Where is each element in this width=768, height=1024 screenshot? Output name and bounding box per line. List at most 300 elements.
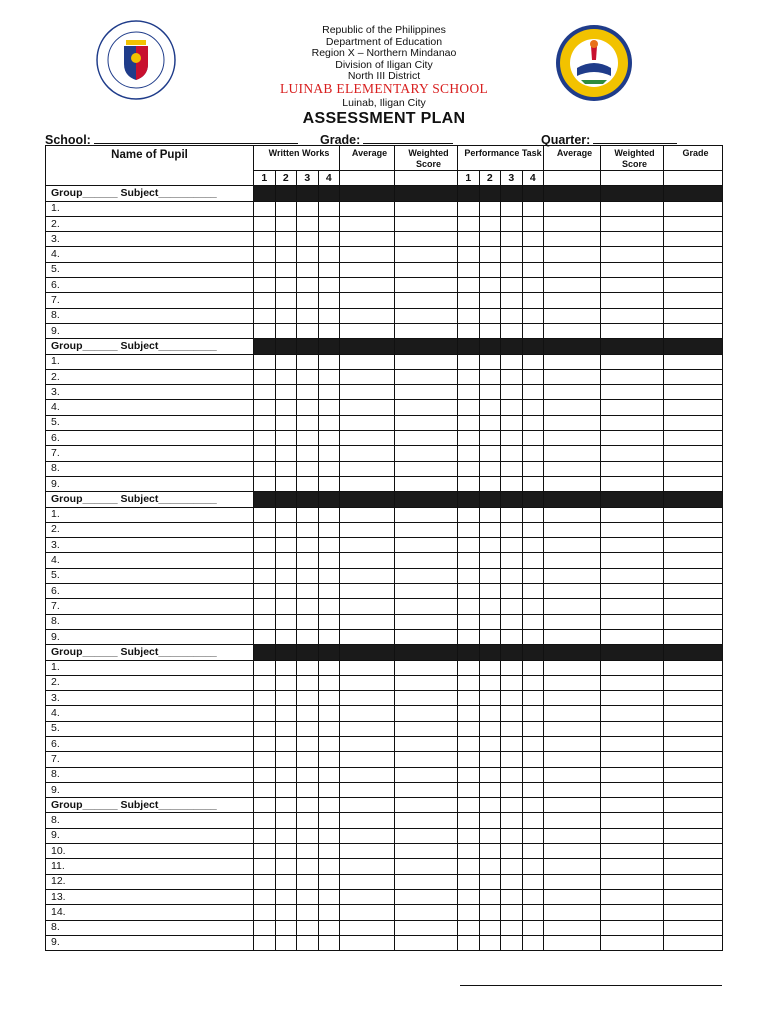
score-cell[interactable] (664, 691, 723, 706)
score-cell[interactable] (479, 782, 501, 797)
score-cell[interactable] (601, 691, 664, 706)
score-cell[interactable] (254, 461, 276, 476)
score-cell[interactable] (395, 461, 458, 476)
score-cell[interactable] (544, 415, 601, 430)
score-cell[interactable] (340, 629, 395, 644)
score-cell[interactable] (254, 247, 276, 262)
score-cell[interactable] (479, 721, 501, 736)
score-cell[interactable] (522, 461, 544, 476)
score-cell[interactable] (318, 905, 340, 920)
score-cell[interactable] (275, 706, 297, 721)
score-cell[interactable] (544, 782, 601, 797)
score-cell[interactable] (297, 461, 319, 476)
score-cell[interactable] (318, 675, 340, 690)
score-cell[interactable] (318, 431, 340, 446)
score-cell[interactable] (318, 354, 340, 369)
pupil-number[interactable]: 9. (46, 935, 254, 950)
pupil-number[interactable]: 4. (46, 553, 254, 568)
score-cell[interactable] (275, 385, 297, 400)
score-cell[interactable] (664, 629, 723, 644)
score-cell[interactable] (544, 691, 601, 706)
score-cell[interactable] (501, 415, 523, 430)
score-cell[interactable] (254, 308, 276, 323)
score-cell[interactable] (544, 660, 601, 675)
score-cell[interactable] (501, 691, 523, 706)
score-cell[interactable] (297, 354, 319, 369)
score-cell[interactable] (522, 354, 544, 369)
score-cell[interactable] (254, 553, 276, 568)
score-cell[interactable] (501, 308, 523, 323)
score-cell[interactable] (395, 400, 458, 415)
score-cell[interactable] (664, 889, 723, 904)
score-cell[interactable] (275, 629, 297, 644)
score-cell[interactable] (479, 614, 501, 629)
score-cell[interactable] (601, 844, 664, 859)
score-cell[interactable] (522, 568, 544, 583)
score-cell[interactable] (544, 308, 601, 323)
score-cell[interactable] (458, 278, 480, 293)
score-cell[interactable] (664, 262, 723, 277)
score-cell[interactable] (254, 262, 276, 277)
score-cell[interactable] (522, 262, 544, 277)
score-cell[interactable] (318, 201, 340, 216)
score-cell[interactable] (501, 813, 523, 828)
score-cell[interactable] (318, 400, 340, 415)
score-cell[interactable] (318, 278, 340, 293)
score-cell[interactable] (544, 584, 601, 599)
pupil-number[interactable]: 6. (46, 584, 254, 599)
score-cell[interactable] (297, 736, 319, 751)
score-cell[interactable] (275, 354, 297, 369)
score-cell[interactable] (395, 232, 458, 247)
score-cell[interactable] (458, 538, 480, 553)
score-cell[interactable] (340, 415, 395, 430)
score-cell[interactable] (395, 247, 458, 262)
score-cell[interactable] (297, 935, 319, 950)
score-cell[interactable] (297, 476, 319, 491)
score-cell[interactable] (458, 293, 480, 308)
score-cell[interactable] (544, 920, 601, 935)
score-cell[interactable] (664, 905, 723, 920)
score-cell[interactable] (664, 706, 723, 721)
score-cell[interactable] (664, 584, 723, 599)
pupil-number[interactable]: 8. (46, 920, 254, 935)
score-cell[interactable] (664, 308, 723, 323)
score-cell[interactable] (275, 308, 297, 323)
score-cell[interactable] (664, 461, 723, 476)
score-cell[interactable] (501, 721, 523, 736)
score-cell[interactable] (275, 752, 297, 767)
score-cell[interactable] (501, 354, 523, 369)
score-cell[interactable] (254, 415, 276, 430)
score-cell[interactable] (340, 522, 395, 537)
score-cell[interactable] (254, 354, 276, 369)
score-cell[interactable] (664, 293, 723, 308)
score-cell[interactable] (458, 247, 480, 262)
score-cell[interactable] (544, 752, 601, 767)
score-cell[interactable] (458, 889, 480, 904)
score-cell[interactable] (297, 889, 319, 904)
pupil-number[interactable]: 3. (46, 538, 254, 553)
pupil-number[interactable]: 7. (46, 293, 254, 308)
score-cell[interactable] (664, 599, 723, 614)
score-cell[interactable] (501, 706, 523, 721)
score-cell[interactable] (340, 905, 395, 920)
score-cell[interactable] (522, 782, 544, 797)
score-cell[interactable] (501, 553, 523, 568)
pupil-number[interactable]: 1. (46, 354, 254, 369)
score-cell[interactable] (544, 721, 601, 736)
score-cell[interactable] (544, 400, 601, 415)
score-cell[interactable] (275, 293, 297, 308)
score-cell[interactable] (601, 216, 664, 231)
score-cell[interactable] (297, 844, 319, 859)
score-cell[interactable] (479, 293, 501, 308)
score-cell[interactable] (664, 431, 723, 446)
score-cell[interactable] (601, 752, 664, 767)
score-cell[interactable] (254, 660, 276, 675)
score-cell[interactable] (601, 767, 664, 782)
score-cell[interactable] (601, 584, 664, 599)
score-cell[interactable] (664, 736, 723, 751)
score-cell[interactable] (275, 232, 297, 247)
score-cell[interactable] (544, 201, 601, 216)
score-cell[interactable] (340, 736, 395, 751)
score-cell[interactable] (275, 828, 297, 843)
score-cell[interactable] (522, 476, 544, 491)
score-cell[interactable] (479, 247, 501, 262)
score-cell[interactable] (395, 889, 458, 904)
score-cell[interactable] (318, 889, 340, 904)
score-cell[interactable] (601, 323, 664, 338)
score-cell[interactable] (395, 691, 458, 706)
pupil-number[interactable]: 6. (46, 278, 254, 293)
score-cell[interactable] (395, 874, 458, 889)
score-cell[interactable] (479, 905, 501, 920)
score-cell[interactable] (275, 415, 297, 430)
score-cell[interactable] (601, 568, 664, 583)
score-cell[interactable] (458, 232, 480, 247)
score-cell[interactable] (479, 278, 501, 293)
score-cell[interactable] (297, 920, 319, 935)
average-cell[interactable] (340, 171, 395, 186)
score-cell[interactable] (254, 476, 276, 491)
signature-line[interactable] (460, 985, 722, 986)
score-cell[interactable] (522, 247, 544, 262)
score-cell[interactable] (254, 216, 276, 231)
score-cell[interactable] (318, 752, 340, 767)
score-cell[interactable] (522, 889, 544, 904)
score-cell[interactable] (340, 323, 395, 338)
score-cell[interactable] (544, 354, 601, 369)
score-cell[interactable] (340, 538, 395, 553)
score-cell[interactable] (318, 874, 340, 889)
score-cell[interactable] (601, 660, 664, 675)
pupil-number[interactable]: 12. (46, 874, 254, 889)
score-cell[interactable] (275, 431, 297, 446)
score-cell[interactable] (254, 889, 276, 904)
score-cell[interactable] (254, 323, 276, 338)
score-cell[interactable] (544, 553, 601, 568)
score-cell[interactable] (601, 721, 664, 736)
score-cell[interactable] (544, 369, 601, 384)
score-cell[interactable] (479, 660, 501, 675)
score-cell[interactable] (544, 706, 601, 721)
score-cell[interactable] (275, 278, 297, 293)
score-cell[interactable] (522, 385, 544, 400)
score-cell[interactable] (318, 385, 340, 400)
score-cell[interactable] (664, 247, 723, 262)
score-cell[interactable] (297, 216, 319, 231)
score-cell[interactable] (601, 507, 664, 522)
score-cell[interactable] (601, 522, 664, 537)
score-cell[interactable] (501, 201, 523, 216)
score-cell[interactable] (501, 262, 523, 277)
score-cell[interactable] (254, 446, 276, 461)
score-cell[interactable] (318, 660, 340, 675)
score-cell[interactable] (501, 385, 523, 400)
score-cell[interactable] (340, 859, 395, 874)
score-cell[interactable] (275, 323, 297, 338)
score-cell[interactable] (479, 415, 501, 430)
score-cell[interactable] (601, 859, 664, 874)
score-cell[interactable] (318, 721, 340, 736)
score-cell[interactable] (340, 568, 395, 583)
score-cell[interactable] (395, 736, 458, 751)
score-cell[interactable] (318, 323, 340, 338)
score-cell[interactable] (297, 813, 319, 828)
score-cell[interactable] (522, 813, 544, 828)
score-cell[interactable] (275, 675, 297, 690)
score-cell[interactable] (318, 553, 340, 568)
score-cell[interactable] (297, 232, 319, 247)
score-cell[interactable] (458, 599, 480, 614)
score-cell[interactable] (501, 568, 523, 583)
score-cell[interactable] (458, 446, 480, 461)
score-cell[interactable] (275, 599, 297, 614)
pupil-number[interactable]: 2. (46, 369, 254, 384)
group-subject-label[interactable]: Group______ Subject__________ (46, 645, 254, 660)
score-cell[interactable] (501, 323, 523, 338)
score-cell[interactable] (254, 675, 276, 690)
score-cell[interactable] (318, 691, 340, 706)
score-cell[interactable] (318, 736, 340, 751)
score-cell[interactable] (395, 782, 458, 797)
pupil-number[interactable]: 14. (46, 905, 254, 920)
score-cell[interactable] (522, 660, 544, 675)
score-cell[interactable] (458, 844, 480, 859)
score-cell[interactable] (664, 507, 723, 522)
score-cell[interactable] (544, 522, 601, 537)
score-cell[interactable] (340, 293, 395, 308)
score-cell[interactable] (479, 629, 501, 644)
score-cell[interactable] (664, 354, 723, 369)
score-cell[interactable] (522, 522, 544, 537)
score-cell[interactable] (664, 844, 723, 859)
score-cell[interactable] (395, 476, 458, 491)
score-cell[interactable] (522, 293, 544, 308)
score-cell[interactable] (297, 507, 319, 522)
score-cell[interactable] (395, 599, 458, 614)
score-cell[interactable] (601, 415, 664, 430)
score-cell[interactable] (601, 385, 664, 400)
score-cell[interactable] (458, 660, 480, 675)
score-cell[interactable] (601, 461, 664, 476)
score-cell[interactable] (601, 935, 664, 950)
score-cell[interactable] (318, 935, 340, 950)
score-cell[interactable] (458, 354, 480, 369)
score-cell[interactable] (318, 232, 340, 247)
score-cell[interactable] (458, 905, 480, 920)
score-cell[interactable] (522, 201, 544, 216)
score-cell[interactable] (318, 538, 340, 553)
score-cell[interactable] (544, 813, 601, 828)
score-cell[interactable] (458, 752, 480, 767)
score-cell[interactable] (479, 568, 501, 583)
score-cell[interactable] (340, 813, 395, 828)
score-cell[interactable] (522, 232, 544, 247)
score-cell[interactable] (340, 247, 395, 262)
score-cell[interactable] (395, 415, 458, 430)
score-cell[interactable] (522, 431, 544, 446)
score-cell[interactable] (522, 844, 544, 859)
score-cell[interactable] (479, 538, 501, 553)
score-cell[interactable] (458, 813, 480, 828)
score-cell[interactable] (395, 614, 458, 629)
score-cell[interactable] (254, 431, 276, 446)
score-cell[interactable] (395, 201, 458, 216)
pupil-number[interactable]: 9. (46, 323, 254, 338)
score-cell[interactable] (297, 752, 319, 767)
score-cell[interactable] (522, 599, 544, 614)
score-cell[interactable] (544, 767, 601, 782)
score-cell[interactable] (254, 538, 276, 553)
score-cell[interactable] (664, 614, 723, 629)
score-cell[interactable] (601, 889, 664, 904)
score-cell[interactable] (479, 476, 501, 491)
score-cell[interactable] (318, 767, 340, 782)
score-cell[interactable] (601, 538, 664, 553)
score-cell[interactable] (297, 905, 319, 920)
score-cell[interactable] (254, 629, 276, 644)
score-cell[interactable] (544, 262, 601, 277)
score-cell[interactable] (254, 706, 276, 721)
pupil-number[interactable]: 4. (46, 706, 254, 721)
score-cell[interactable] (664, 767, 723, 782)
score-cell[interactable] (479, 369, 501, 384)
score-cell[interactable] (254, 736, 276, 751)
score-cell[interactable] (254, 278, 276, 293)
score-cell[interactable] (275, 568, 297, 583)
score-cell[interactable] (601, 476, 664, 491)
score-cell[interactable] (254, 584, 276, 599)
pupil-number[interactable]: 3. (46, 385, 254, 400)
score-cell[interactable] (275, 889, 297, 904)
score-cell[interactable] (479, 675, 501, 690)
score-cell[interactable] (340, 262, 395, 277)
pupil-number[interactable]: 6. (46, 431, 254, 446)
score-cell[interactable] (254, 232, 276, 247)
score-cell[interactable] (275, 782, 297, 797)
score-cell[interactable] (522, 706, 544, 721)
school-field-blank[interactable] (94, 131, 298, 144)
score-cell[interactable] (254, 400, 276, 415)
score-cell[interactable] (340, 614, 395, 629)
score-cell[interactable] (297, 323, 319, 338)
score-cell[interactable] (664, 874, 723, 889)
score-cell[interactable] (340, 828, 395, 843)
score-cell[interactable] (479, 461, 501, 476)
score-cell[interactable] (601, 874, 664, 889)
score-cell[interactable] (544, 859, 601, 874)
score-cell[interactable] (254, 844, 276, 859)
score-cell[interactable] (479, 446, 501, 461)
score-cell[interactable] (395, 905, 458, 920)
score-cell[interactable] (275, 201, 297, 216)
score-cell[interactable] (664, 568, 723, 583)
pupil-number[interactable]: 3. (46, 232, 254, 247)
score-cell[interactable] (601, 828, 664, 843)
score-cell[interactable] (664, 859, 723, 874)
score-cell[interactable] (318, 844, 340, 859)
score-cell[interactable] (340, 721, 395, 736)
pupil-number[interactable]: 8. (46, 767, 254, 782)
score-cell[interactable] (318, 828, 340, 843)
score-cell[interactable] (254, 767, 276, 782)
score-cell[interactable] (275, 522, 297, 537)
score-cell[interactable] (297, 262, 319, 277)
score-cell[interactable] (501, 828, 523, 843)
score-cell[interactable] (458, 691, 480, 706)
score-cell[interactable] (501, 782, 523, 797)
score-cell[interactable] (479, 935, 501, 950)
score-cell[interactable] (458, 874, 480, 889)
score-cell[interactable] (501, 476, 523, 491)
score-cell[interactable] (479, 599, 501, 614)
score-cell[interactable] (254, 385, 276, 400)
score-cell[interactable] (479, 844, 501, 859)
score-cell[interactable] (254, 201, 276, 216)
score-cell[interactable] (501, 400, 523, 415)
pupil-number[interactable]: 9. (46, 476, 254, 491)
score-cell[interactable] (297, 385, 319, 400)
score-cell[interactable] (275, 247, 297, 262)
score-cell[interactable] (275, 584, 297, 599)
score-cell[interactable] (664, 660, 723, 675)
score-cell[interactable] (544, 278, 601, 293)
score-cell[interactable] (601, 813, 664, 828)
score-cell[interactable] (501, 369, 523, 384)
score-cell[interactable] (340, 507, 395, 522)
score-cell[interactable] (601, 247, 664, 262)
score-cell[interactable] (254, 568, 276, 583)
score-cell[interactable] (275, 553, 297, 568)
score-cell[interactable] (501, 431, 523, 446)
score-cell[interactable] (275, 216, 297, 231)
score-cell[interactable] (479, 232, 501, 247)
score-cell[interactable] (544, 599, 601, 614)
score-cell[interactable] (479, 813, 501, 828)
score-cell[interactable] (544, 675, 601, 690)
pupil-number[interactable]: 7. (46, 752, 254, 767)
score-cell[interactable] (318, 584, 340, 599)
score-cell[interactable] (318, 461, 340, 476)
pupil-number[interactable]: 1. (46, 660, 254, 675)
group-subject-label[interactable]: Group______ Subject__________ (46, 798, 254, 813)
score-cell[interactable] (544, 323, 601, 338)
score-cell[interactable] (297, 247, 319, 262)
score-cell[interactable] (601, 920, 664, 935)
